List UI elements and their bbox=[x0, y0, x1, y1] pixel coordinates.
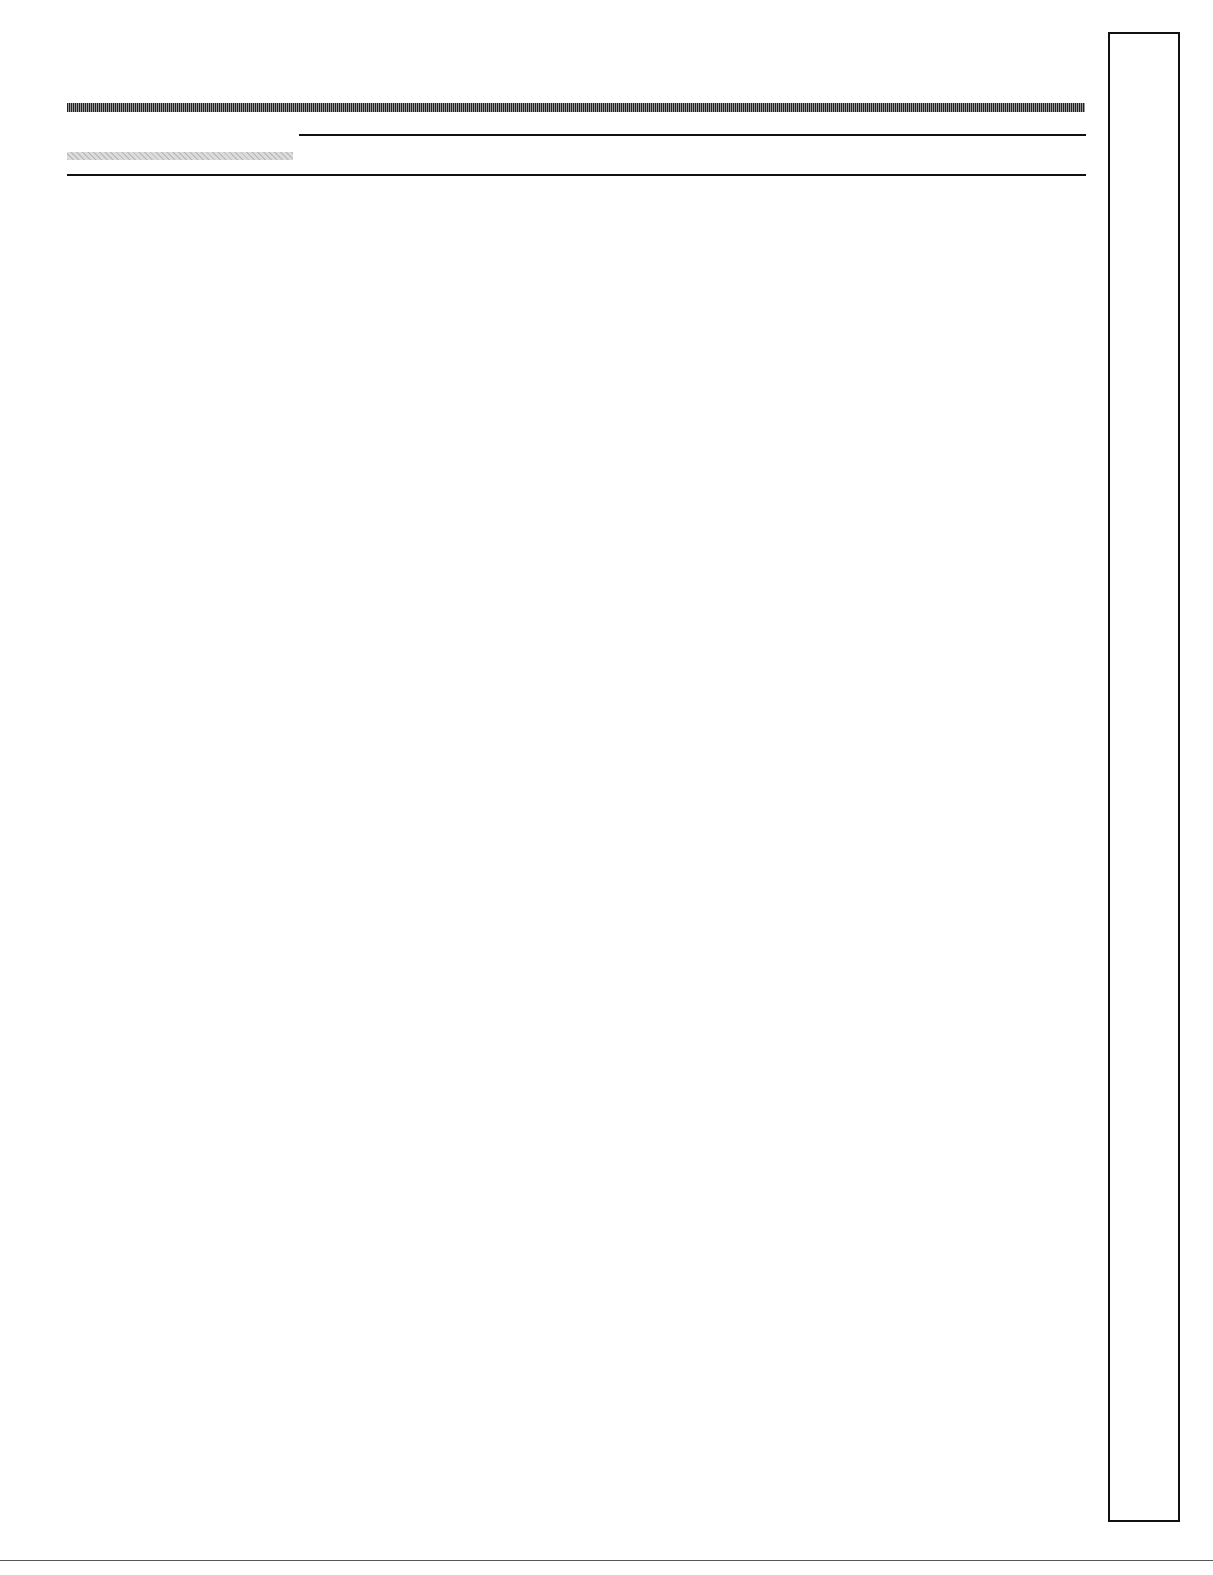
bottom-rule bbox=[0, 1560, 1213, 1561]
top-decorative-rule bbox=[67, 103, 1085, 112]
probleme-badge bbox=[67, 152, 293, 160]
side-navigation-tabs bbox=[1108, 32, 1180, 1522]
troubleshooting-table bbox=[67, 134, 1086, 176]
header-causes bbox=[299, 135, 597, 175]
table-header-row bbox=[67, 135, 1086, 175]
header-correctifs bbox=[597, 135, 1086, 175]
header-probleme bbox=[67, 135, 299, 175]
